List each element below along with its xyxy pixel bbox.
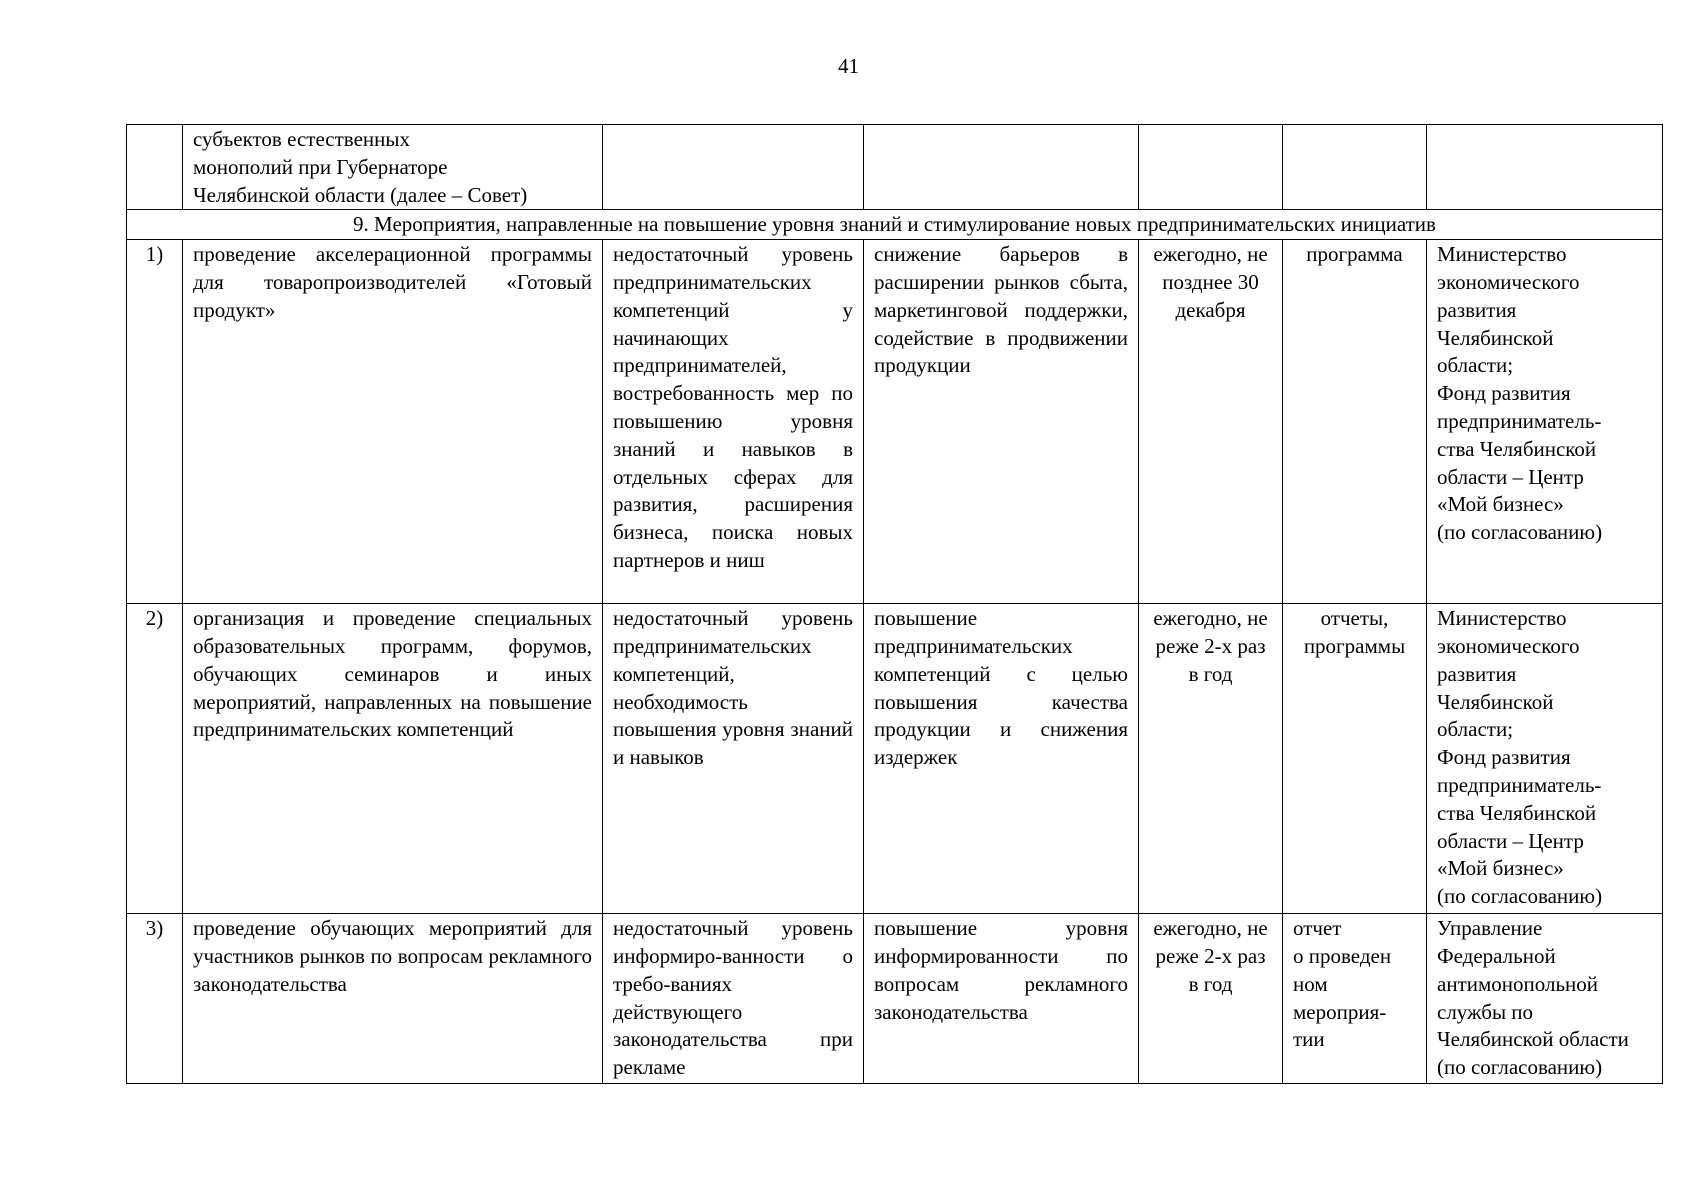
cell-name: проведение обучающих мероприятий для участников рынков по вопросам рекламного законодательства — [183, 914, 603, 1084]
cell-problem — [603, 125, 864, 210]
row-number: 2) — [127, 604, 183, 914]
cell-problem: недостаточный уровень информиро-ванности о требо-ваниях действующего законодательства при рекламе — [603, 914, 864, 1084]
responsible-line: области; — [1437, 353, 1514, 378]
cell-doc — [1283, 125, 1427, 210]
cell-responsible — [1427, 125, 1663, 210]
name-line: монополий при Губернаторе — [193, 154, 448, 179]
responsible-line: предприниматель- — [1437, 408, 1602, 433]
cell-name: проведение акселерационной программы для товаропроизводителей «Готовый продукт» — [183, 240, 603, 604]
responsible-line: области – Центр — [1437, 464, 1584, 489]
responsible-line: антимонопольной — [1437, 971, 1598, 996]
row-number: 1) — [127, 240, 183, 604]
doc-line: тии — [1293, 1027, 1325, 1052]
cell-result — [864, 125, 1139, 210]
cell-name — [183, 125, 603, 210]
responsible-line: ства Челябинской — [1437, 436, 1597, 461]
responsible-line: «Мой бизнес» — [1437, 492, 1564, 517]
cell-responsible — [1427, 604, 1663, 914]
responsible-line: (по согласованию) — [1437, 884, 1603, 909]
cell-result: повышение предпринимательских компетенций с целью повышения качества продукции и снижения издержек — [864, 604, 1139, 914]
measures-table — [126, 124, 1663, 1084]
doc-line: отчет — [1293, 916, 1342, 941]
responsible-line: (по согласованию) — [1437, 520, 1603, 545]
page-number: 41 — [838, 54, 859, 78]
table-row — [127, 604, 1663, 914]
row-number: 3) — [127, 914, 183, 1084]
cell-num — [127, 125, 183, 210]
cell-result: снижение барьеров в расширении рынков сбыта, маркетинговой поддержки, содействие в продвижении продукции — [864, 240, 1139, 604]
responsible-line: Управление — [1437, 916, 1543, 941]
responsible-line: «Мой бизнес» — [1437, 856, 1564, 881]
responsible-line: экономического — [1437, 269, 1580, 294]
responsible-line: Федеральной — [1437, 943, 1556, 968]
cell-term: ежегодно, не реже 2-х раз в год — [1139, 914, 1283, 1084]
responsible-line: области – Центр — [1437, 828, 1584, 853]
cell-doc — [1283, 914, 1427, 1084]
cell-problem: недостаточный уровень предпринимательских компетенций, необходимость повышения уровня знаний и навыков — [603, 604, 864, 914]
responsible-line: Фонд развития — [1437, 745, 1571, 770]
cell-responsible — [1427, 240, 1663, 604]
cell-result: повышение уровня информированности по вопросам рекламного законодательства — [864, 914, 1139, 1084]
responsible-line: службы по — [1437, 999, 1534, 1024]
responsible-line: предприниматель- — [1437, 772, 1602, 797]
responsible-line: развития — [1437, 297, 1517, 322]
responsible-line: экономического — [1437, 633, 1580, 658]
doc-line: ном — [1293, 971, 1328, 996]
responsible-line: ства Челябинской — [1437, 800, 1597, 825]
cell-doc: отчеты, программы — [1283, 604, 1427, 914]
table-row-continuation — [127, 125, 1663, 210]
cell-term: ежегодно, не позднее 30 декабря — [1139, 240, 1283, 604]
cell-term — [1139, 125, 1283, 210]
cell-problem: недостаточный уровень предпринимательских компетенций у начинающих предпринимателей, востребованность мер по повышению уровня знаний и навыков в отдельных сферах для развития, расширения бизнеса, поиска новых партнеров и ниш — [603, 240, 864, 604]
responsible-line: Министерство — [1437, 242, 1567, 267]
cell-responsible — [1427, 914, 1663, 1084]
table-row — [127, 914, 1663, 1084]
responsible-line: Челябинской — [1437, 689, 1554, 714]
name-line: субъектов естественных — [193, 127, 410, 151]
responsible-line: Челябинской — [1437, 325, 1554, 350]
cell-doc: программа — [1283, 240, 1427, 604]
responsible-line: Фонд развития — [1437, 381, 1571, 406]
responsible-line: Министерство — [1437, 606, 1567, 631]
doc-line: о проведен — [1293, 943, 1392, 968]
doc-line: мероприя- — [1293, 999, 1387, 1024]
responsible-line: области; — [1437, 717, 1514, 742]
name-line: Челябинской области (далее – Совет) — [193, 182, 528, 207]
cell-name: организация и проведение специальных образовательных программ, форумов, обучающих семинаров и иных мероприятий, направленных на повышение предпринимательских компетенций — [183, 604, 603, 914]
responsible-line: развития — [1437, 661, 1517, 686]
table-row — [127, 240, 1663, 604]
responsible-line: (по согласованию) — [1437, 1055, 1603, 1080]
section-heading: 9. Мероприятия, направленные на повышение уровня знаний и стимулирование новых предпринимательских инициатив — [127, 210, 1663, 240]
cell-term: ежегодно, не реже 2-х раз в год — [1139, 604, 1283, 914]
responsible-line: Челябинской области — [1437, 1027, 1629, 1052]
section-heading-row — [127, 210, 1663, 240]
